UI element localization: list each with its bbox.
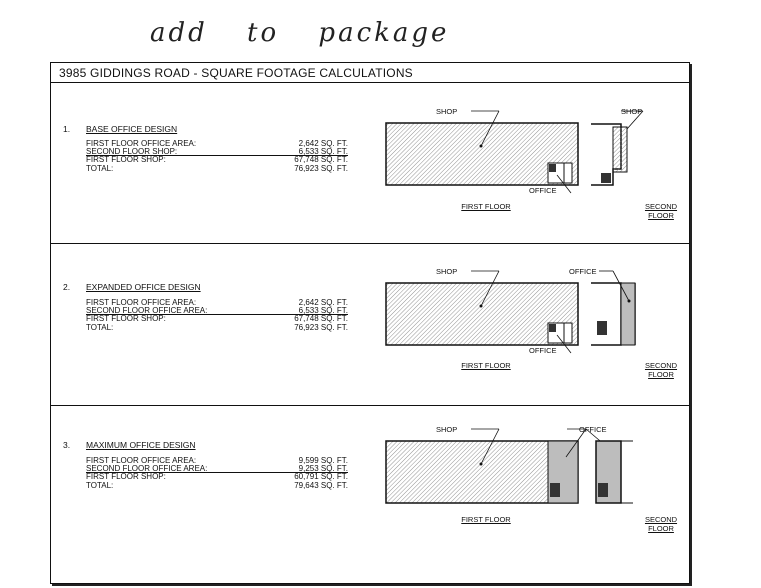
total-value: 76,923 SQ. FT. <box>294 164 348 173</box>
floor-plan-diagram <box>381 419 681 539</box>
floor-plan-drawing <box>381 419 681 539</box>
caption-second-floor: SECOND FLOOR <box>644 202 678 220</box>
area-label: FIRST FLOOR OFFICE AREA: <box>86 139 197 148</box>
area-label: FIRST FLOOR SHOP: <box>86 314 166 323</box>
caption-first-floor: FIRST FLOOR <box>461 515 511 524</box>
area-value: 67,748 SQ. FT. <box>294 314 348 323</box>
second-floor-outline <box>591 283 621 345</box>
caption-first-floor: FIRST FLOOR <box>461 361 511 370</box>
area-row <box>86 472 348 481</box>
area-label: FIRST FLOOR OFFICE AREA: <box>86 456 197 465</box>
area-label: SECOND FLOOR OFFICE AREA: <box>86 464 208 473</box>
area-label: SECOND FLOOR SHOP: <box>86 147 178 156</box>
handwritten-note: add to package <box>150 18 450 48</box>
area-value: 6,533 SQ. FT. <box>298 147 348 156</box>
floor-plan-diagram <box>381 101 681 221</box>
section-maximum-office <box>51 405 689 581</box>
section-title: MAXIMUM OFFICE DESIGN <box>86 440 196 450</box>
stair <box>601 173 611 183</box>
floor-plan-drawing <box>381 101 681 221</box>
section-number: 2. <box>63 282 71 292</box>
area-label: FIRST FLOOR OFFICE AREA: <box>86 298 197 307</box>
area-row <box>86 314 348 323</box>
total-value: 76,923 SQ. FT. <box>294 323 348 332</box>
floor-plan-drawing <box>381 261 681 381</box>
section-title: EXPANDED OFFICE DESIGN <box>86 282 201 292</box>
sheet-title: 3985 GIDDINGS ROAD - SQUARE FOOTAGE CALCULATIONS <box>51 63 689 83</box>
area-value: 2,642 SQ. FT. <box>298 298 348 307</box>
calculation-sheet <box>50 62 690 584</box>
area-value: 60,791 SQ. FT. <box>294 472 348 481</box>
stair <box>550 483 560 497</box>
area-label: FIRST FLOOR SHOP: <box>86 472 166 481</box>
callout-shop: SHOP <box>436 267 458 276</box>
callout-office: OFFICE <box>529 186 557 195</box>
callout-shop: SHOP <box>621 107 643 116</box>
area-value: 9,253 SQ. FT. <box>298 464 348 473</box>
stair <box>597 321 607 335</box>
second-floor-office <box>621 283 635 345</box>
callout-office: OFFICE <box>569 267 597 276</box>
stair <box>549 324 556 332</box>
caption-first-floor: FIRST FLOOR <box>461 202 511 211</box>
area-label: SECOND FLOOR OFFICE AREA: <box>86 306 208 315</box>
total-value: 79,643 SQ. FT. <box>294 481 348 490</box>
area-value: 2,642 SQ. FT. <box>298 139 348 148</box>
callout-shop: SHOP <box>436 425 458 434</box>
total-label: TOTAL: <box>86 481 114 490</box>
floor-plan-diagram <box>381 261 681 381</box>
area-row <box>86 155 348 164</box>
total-label: TOTAL: <box>86 164 114 173</box>
callout-shop: SHOP <box>436 107 458 116</box>
callout-office: OFFICE <box>529 346 557 355</box>
section-base-office <box>51 83 689 243</box>
total-label: TOTAL: <box>86 323 114 332</box>
second-floor-shop <box>613 127 627 172</box>
caption-second-floor: SECOND FLOOR <box>644 515 678 533</box>
section-expanded-office <box>51 243 689 405</box>
section-number: 3. <box>63 440 71 450</box>
stair <box>598 483 608 497</box>
section-title: BASE OFFICE DESIGN <box>86 124 178 134</box>
area-label: FIRST FLOOR SHOP: <box>86 155 166 164</box>
stair <box>549 164 556 172</box>
section-number: 1. <box>63 124 71 134</box>
area-value: 6,533 SQ. FT. <box>298 306 348 315</box>
callout-office: OFFICE <box>579 425 607 434</box>
caption-second-floor: SECOND FLOOR <box>644 361 678 379</box>
area-value: 67,748 SQ. FT. <box>294 155 348 164</box>
area-value: 9,599 SQ. FT. <box>298 456 348 465</box>
